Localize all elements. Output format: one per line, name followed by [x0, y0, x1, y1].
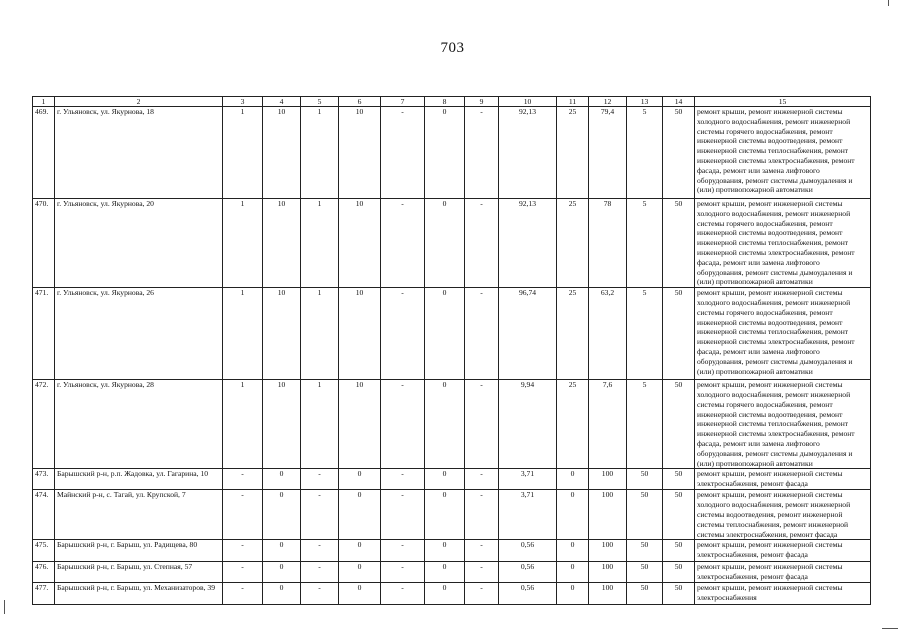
column-number-11: 11 — [557, 97, 589, 107]
value-cell-col-6: 0 — [339, 582, 381, 604]
value-cell-col-10: 3,71 — [499, 469, 557, 490]
value-cell-col-11: 0 — [557, 540, 589, 562]
value-cell-col-12: 78 — [589, 199, 627, 288]
column-number-6: 6 — [339, 97, 381, 107]
value-cell-col-8: 0 — [425, 469, 465, 490]
column-number-2: 2 — [55, 97, 223, 107]
row-number: 476. — [33, 562, 55, 583]
value-cell-col-13: 50 — [627, 540, 663, 562]
value-cell-col-9: - — [465, 199, 499, 288]
value-cell-col-13: 5 — [627, 380, 663, 469]
address-cell: Барышский р-н, г. Барыш, ул. Механизаторов, 39 — [55, 582, 223, 604]
repair-works-cell: ремонт крыши, ремонт инженерной системы холодного водоснабжения, ремонт инженерной системы горячего водоснабжения, ремонт инженерной системы водоотведения, ремонт инженерной системы теплоснабжения, ремонт инженерной системы электроснабжения, ремонт фасада, ремонт или замена лифтового оборудования, ремонт системы дымоудаления и (или) противопожарной автоматики — [695, 199, 871, 288]
value-cell-col-6: 0 — [339, 469, 381, 490]
value-cell-col-5: - — [301, 540, 339, 562]
table-row — [33, 582, 871, 604]
value-cell-col-7: - — [381, 562, 425, 583]
value-cell-col-8: 0 — [425, 288, 465, 380]
column-number-4: 4 — [263, 97, 301, 107]
repair-works-cell: ремонт крыши, ремонт инженерной системы электроснабжения — [695, 582, 871, 604]
value-cell-col-11: 0 — [557, 469, 589, 490]
value-cell-col-12: 7,6 — [589, 380, 627, 469]
value-cell-col-14: 50 — [663, 380, 695, 469]
value-cell-col-7: - — [381, 540, 425, 562]
value-cell-col-3: - — [223, 469, 263, 490]
value-cell-col-13: 5 — [627, 107, 663, 199]
value-cell-col-9: - — [465, 107, 499, 199]
address-cell: г. Ульяновск, ул. Якурнова, 26 — [55, 288, 223, 380]
address-cell: Барышский р-н, р.п. Жадовка, ул. Гагарина, 10 — [55, 469, 223, 490]
value-cell-col-8: 0 — [425, 107, 465, 199]
value-cell-col-3: - — [223, 562, 263, 583]
page-number: 703 — [440, 40, 465, 56]
value-cell-col-9: - — [465, 490, 499, 540]
value-cell-col-13: 50 — [627, 490, 663, 540]
value-cell-col-5: 1 — [301, 199, 339, 288]
repair-works-cell: ремонт крыши, ремонт инженерной системы холодного водоснабжения, ремонт инженерной системы горячего водоснабжения, ремонт инженерной системы водоотведения, ремонт инженерной системы теплоснабжения, ремонт инженерной системы электроснабжения, ремонт фасада, ремонт или замена лифтового оборудования, ремонт системы дымоудаления и (или) противопожарной автоматики — [695, 107, 871, 199]
value-cell-col-8: 0 — [425, 562, 465, 583]
value-cell-col-11: 25 — [557, 288, 589, 380]
column-number-14: 14 — [663, 97, 695, 107]
value-cell-col-11: 25 — [557, 380, 589, 469]
table-row — [33, 107, 871, 199]
value-cell-col-6: 10 — [339, 199, 381, 288]
value-cell-col-7: - — [381, 288, 425, 380]
value-cell-col-11: 25 — [557, 107, 589, 199]
value-cell-col-13: 50 — [627, 469, 663, 490]
value-cell-col-12: 100 — [589, 540, 627, 562]
value-cell-col-14: 50 — [663, 490, 695, 540]
value-cell-col-4: 0 — [263, 562, 301, 583]
row-number: 471. — [33, 288, 55, 380]
value-cell-col-7: - — [381, 199, 425, 288]
value-cell-col-6: 10 — [339, 380, 381, 469]
value-cell-col-7: - — [381, 490, 425, 540]
column-number-10: 10 — [499, 97, 557, 107]
value-cell-col-9: - — [465, 540, 499, 562]
value-cell-col-7: - — [381, 107, 425, 199]
value-cell-col-3: 1 — [223, 288, 263, 380]
value-cell-col-5: - — [301, 469, 339, 490]
value-cell-col-7: - — [381, 469, 425, 490]
value-cell-col-3: 1 — [223, 199, 263, 288]
value-cell-col-9: - — [465, 582, 499, 604]
value-cell-col-4: 0 — [263, 490, 301, 540]
value-cell-col-6: 10 — [339, 107, 381, 199]
value-cell-col-11: 25 — [557, 199, 589, 288]
value-cell-col-8: 0 — [425, 380, 465, 469]
value-cell-col-7: - — [381, 380, 425, 469]
address-cell: Барышский р-н, г. Барыш, ул. Радищева, 80 — [55, 540, 223, 562]
table-row — [33, 380, 871, 469]
value-cell-col-6: 0 — [339, 540, 381, 562]
value-cell-col-13: 50 — [627, 582, 663, 604]
column-number-5: 5 — [301, 97, 339, 107]
capital-repair-table — [32, 96, 871, 605]
value-cell-col-3: - — [223, 490, 263, 540]
value-cell-col-10: 0,56 — [499, 582, 557, 604]
column-number-3: 3 — [223, 97, 263, 107]
value-cell-col-14: 50 — [663, 107, 695, 199]
value-cell-col-10: 96,74 — [499, 288, 557, 380]
repair-works-cell: ремонт крыши, ремонт инженерной системы электроснабжения, ремонт фасада — [695, 469, 871, 490]
value-cell-col-14: 50 — [663, 562, 695, 583]
table-row — [33, 469, 871, 490]
value-cell-col-4: 10 — [263, 288, 301, 380]
repair-works-cell: ремонт крыши, ремонт инженерной системы холодного водоснабжения, ремонт инженерной системы водоотведения, ремонт инженерной системы теплоснабжения, ремонт инженерной системы электроснабжения, ремонт фасада — [695, 490, 871, 540]
value-cell-col-8: 0 — [425, 540, 465, 562]
row-number: 470. — [33, 199, 55, 288]
value-cell-col-3: 1 — [223, 380, 263, 469]
column-number-1: 1 — [33, 97, 55, 107]
value-cell-col-6: 10 — [339, 288, 381, 380]
value-cell-col-13: 5 — [627, 199, 663, 288]
column-number-12: 12 — [589, 97, 627, 107]
value-cell-col-9: - — [465, 562, 499, 583]
value-cell-col-14: 50 — [663, 469, 695, 490]
value-cell-col-10: 92,13 — [499, 107, 557, 199]
value-cell-col-10: 0,56 — [499, 540, 557, 562]
column-number-15: 15 — [695, 97, 871, 107]
value-cell-col-14: 50 — [663, 199, 695, 288]
value-cell-col-10: 92,13 — [499, 199, 557, 288]
value-cell-col-9: - — [465, 380, 499, 469]
row-number: 474. — [33, 490, 55, 540]
value-cell-col-9: - — [465, 469, 499, 490]
value-cell-col-5: - — [301, 490, 339, 540]
address-cell: Барышский р-н, г. Барыш, ул. Степная, 57 — [55, 562, 223, 583]
value-cell-col-11: 0 — [557, 582, 589, 604]
value-cell-col-13: 50 — [627, 562, 663, 583]
value-cell-col-3: - — [223, 582, 263, 604]
column-number-row — [33, 97, 871, 107]
value-cell-col-7: - — [381, 582, 425, 604]
value-cell-col-14: 50 — [663, 540, 695, 562]
column-number-13: 13 — [627, 97, 663, 107]
repair-works-cell: ремонт крыши, ремонт инженерной системы электроснабжения, ремонт фасада — [695, 562, 871, 583]
row-number: 473. — [33, 469, 55, 490]
table-row — [33, 562, 871, 583]
value-cell-col-12: 63,2 — [589, 288, 627, 380]
value-cell-col-4: 0 — [263, 540, 301, 562]
value-cell-col-4: 0 — [263, 469, 301, 490]
value-cell-col-12: 100 — [589, 582, 627, 604]
table-row — [33, 540, 871, 562]
value-cell-col-10: 9,94 — [499, 380, 557, 469]
value-cell-col-12: 100 — [589, 490, 627, 540]
address-cell: г. Ульяновск, ул. Якурнова, 20 — [55, 199, 223, 288]
value-cell-col-9: - — [465, 288, 499, 380]
scan-edge-mark — [888, 0, 889, 6]
value-cell-col-12: 100 — [589, 469, 627, 490]
value-cell-col-6: 0 — [339, 490, 381, 540]
value-cell-col-11: 0 — [557, 490, 589, 540]
value-cell-col-13: 5 — [627, 288, 663, 380]
address-cell: Майнский р-н, с. Тагай, ул. Крупской, 7 — [55, 490, 223, 540]
repair-works-cell: ремонт крыши, ремонт инженерной системы холодного водоснабжения, ремонт инженерной системы горячего водоснабжения, ремонт инженерной системы водоотведения, ремонт инженерной системы теплоснабжения, ремонт инженерной системы электроснабжения, ремонт фасада, ремонт или замена лифтового оборудования, ремонт системы дымоудаления и (или) противопожарной автоматики — [695, 380, 871, 469]
value-cell-col-11: 0 — [557, 562, 589, 583]
value-cell-col-5: 1 — [301, 288, 339, 380]
value-cell-col-4: 10 — [263, 380, 301, 469]
value-cell-col-14: 50 — [663, 288, 695, 380]
repair-works-cell: ремонт крыши, ремонт инженерной системы холодного водоснабжения, ремонт инженерной системы горячего водоснабжения, ремонт инженерной системы водоотведения, ремонт инженерной системы теплоснабжения, ремонт инженерной системы электроснабжения, ремонт фасада, ремонт или замена лифтового оборудования, ремонт системы дымоудаления и (или) противопожарной автоматики — [695, 288, 871, 380]
scan-edge-mark — [882, 628, 898, 629]
repair-works-cell: ремонт крыши, ремонт инженерной системы электроснабжения, ремонт фасада — [695, 540, 871, 562]
value-cell-col-10: 3,71 — [499, 490, 557, 540]
row-number: 477. — [33, 582, 55, 604]
table-row — [33, 288, 871, 380]
value-cell-col-10: 0,56 — [499, 562, 557, 583]
table-row — [33, 490, 871, 540]
value-cell-col-3: - — [223, 540, 263, 562]
value-cell-col-4: 0 — [263, 582, 301, 604]
value-cell-col-5: 1 — [301, 380, 339, 469]
value-cell-col-5: - — [301, 562, 339, 583]
row-number: 472. — [33, 380, 55, 469]
table-row — [33, 199, 871, 288]
value-cell-col-12: 100 — [589, 562, 627, 583]
value-cell-col-5: 1 — [301, 107, 339, 199]
column-number-8: 8 — [425, 97, 465, 107]
address-cell: г. Ульяновск, ул. Якурнова, 18 — [55, 107, 223, 199]
value-cell-col-3: 1 — [223, 107, 263, 199]
value-cell-col-4: 10 — [263, 107, 301, 199]
table-body — [33, 107, 871, 605]
value-cell-col-12: 79,4 — [589, 107, 627, 199]
value-cell-col-8: 0 — [425, 199, 465, 288]
value-cell-col-14: 50 — [663, 582, 695, 604]
address-cell: г. Ульяновск, ул. Якурнова, 28 — [55, 380, 223, 469]
value-cell-col-5: - — [301, 582, 339, 604]
value-cell-col-8: 0 — [425, 582, 465, 604]
value-cell-col-8: 0 — [425, 490, 465, 540]
value-cell-col-6: 0 — [339, 562, 381, 583]
value-cell-col-4: 10 — [263, 199, 301, 288]
column-number-9: 9 — [465, 97, 499, 107]
row-number: 475. — [33, 540, 55, 562]
column-number-7: 7 — [381, 97, 425, 107]
scan-edge-mark — [4, 600, 5, 614]
row-number: 469. — [33, 107, 55, 199]
